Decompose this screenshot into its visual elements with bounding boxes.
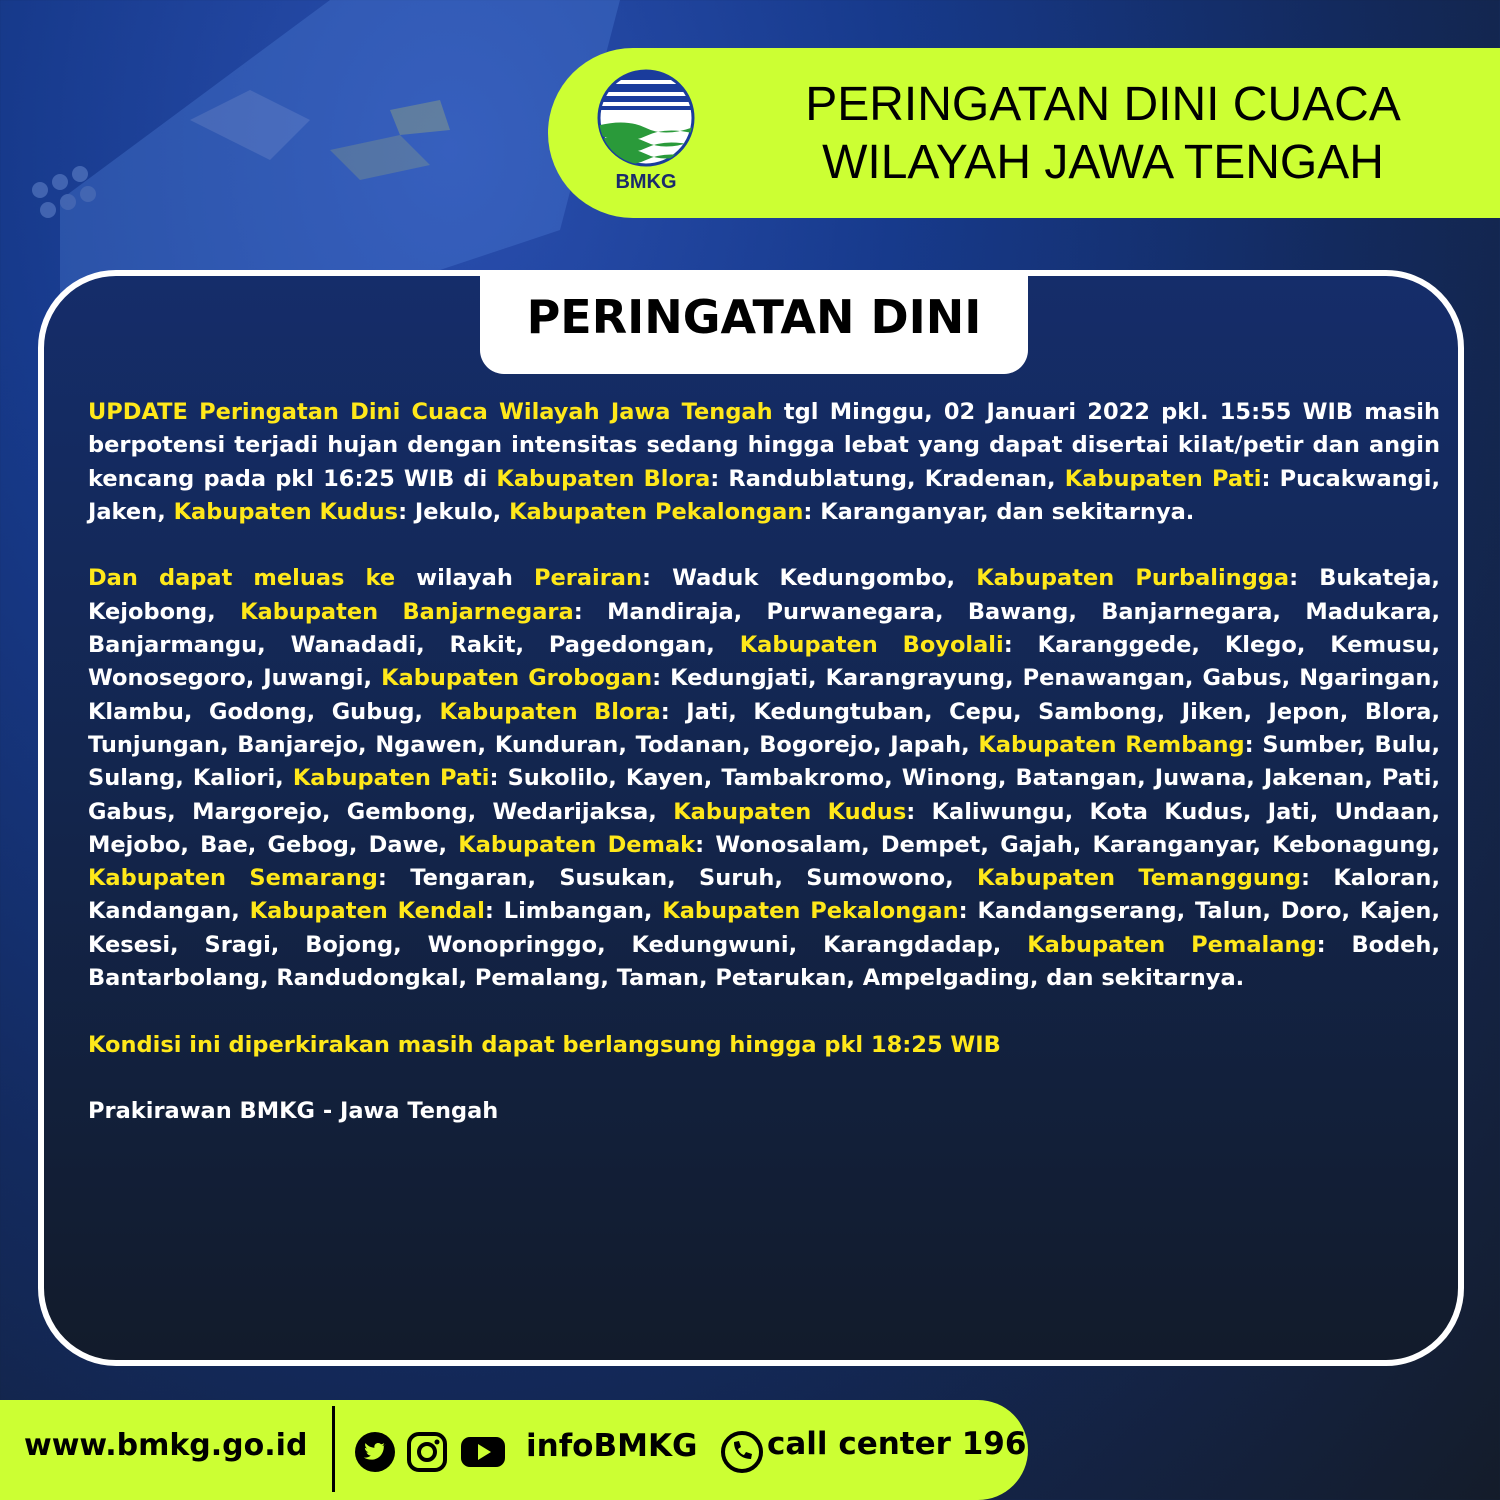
text-segment: : Jati, Kedungtuban, Cepu, Sambong, Jiken, Jepon, Blora, Tunjungan, Banjarejo, Ngawen, Kunduran, Todanan, Bogorejo, Japah, [88, 698, 1440, 758]
text-segment: : Karanganyar, dan sekitarnya. [803, 498, 1195, 525]
region-name: Kabupaten Pemalang [1027, 931, 1317, 958]
text-segment: : Kaloran, Kandangan, [88, 865, 1440, 925]
text-segment: : Limbangan, [484, 898, 663, 925]
region-name: Kabupaten Pekalongan [662, 898, 959, 925]
website-link[interactable]: www.bmkg.go.id [24, 1428, 308, 1463]
panel-title: PERINGATAN DINI [526, 290, 982, 344]
logo-text: BMKG [615, 171, 677, 193]
twitter-icon[interactable] [354, 1431, 396, 1473]
text-segment: : Kaliwungu, Kota Kudus, Jati, Undaan, Mejobo, Bae, Gebog, Dawe, [88, 798, 1440, 858]
warning-paragraph-2 [88, 562, 1440, 995]
text-segment: : Pucakwangi, Jaken, [88, 465, 1441, 525]
phone-icon [720, 1430, 764, 1474]
forecaster-signature: Prakirawan BMKG - Jawa Tengah [88, 1098, 499, 1125]
bmkg-logo [596, 68, 696, 198]
region-name: Kabupaten Blora [439, 698, 661, 725]
header-banner [548, 48, 1500, 218]
text-segment: : Wonosalam, Dempet, Gajah, Karanganyar, Kebonagung, [695, 831, 1440, 858]
social-handle[interactable]: infoBMKG [526, 1428, 698, 1464]
warning-text [88, 396, 1440, 1162]
footer-divider [332, 1406, 335, 1492]
text-segment: : Sukolilo, Kayen, Tambakromo, Winong, Batangan, Juwana, Jakenan, Pati, Gabus, Margorejo, Gembong, Wedarijaksa, [88, 765, 1440, 825]
text-segment: : Bodeh, Bantarbolang, Randudongkal, Pemalang, Taman, Petarukan, Ampelgading, dan sekitarnya. [88, 931, 1441, 992]
region-name: Kabupaten Kudus [173, 498, 399, 525]
text-segment: : Kedungjati, Karangrayung, Penawangan, Gabus, Ngaringan, Klambu, Godong, Gubug, [88, 665, 1440, 725]
region-name: Kabupaten Temanggung [977, 865, 1302, 892]
region-name: Kabupaten Kudus [673, 798, 907, 825]
region-name: Kabupaten Rembang [978, 731, 1245, 758]
text-segment: wilayah [395, 565, 534, 592]
region-name: Kabupaten Pekalongan [509, 498, 804, 525]
text-segment: : Randublatung, Kradenan, [710, 465, 1065, 492]
region-name: Kabupaten Blora [496, 465, 711, 492]
text-segment: UPDATE Peringatan Dini Cuaca Wilayah Jawa Tengah [88, 399, 773, 425]
warning-paragraph-1 [88, 396, 1440, 529]
region-name: Kabupaten Banjarnegara [240, 598, 574, 625]
text-segment: : Kandangserang, Talun, Doro, Kajen, Kesesi, Sragi, Bojong, Wonopringgo, Kedungwuni, Karangdadap, [88, 898, 1441, 958]
text-segment: Dan dapat meluas ke [88, 565, 396, 592]
youtube-icon[interactable] [460, 1431, 506, 1473]
region-name: Kabupaten Boyolali [739, 632, 1004, 659]
duration-note: Kondisi ini diperkirakan masih dapat berlangsung hingga pkl 18:25 WIB [88, 1031, 1001, 1058]
region-name: Kabupaten Pati [1064, 465, 1262, 492]
page-title [748, 76, 1458, 192]
text-segment: : Tengaran, Susukan, Suruh, Sumowono, [377, 865, 977, 892]
region-name: Kabupaten Kendal [249, 898, 485, 925]
text-segment: : Bukateja, Kejobong, [88, 565, 1440, 625]
region-name: Kabupaten Pati [292, 765, 490, 792]
region-name: Kabupaten Demak [458, 831, 696, 858]
region-name: Kabupaten Grobogan [381, 665, 653, 692]
title-line-2: WILAYAH JAWA TENGAH [822, 136, 1384, 189]
text-segment: : Jekulo, [398, 498, 510, 525]
text-segment: : Sumber, Bulu, Sulang, Kaliori, [88, 731, 1440, 792]
bmkg-logo-icon [596, 68, 696, 168]
region-name: Perairan [533, 565, 643, 592]
region-name: Kabupaten Purbalingga [976, 565, 1290, 592]
text-segment: : Mandiraja, Purwanegara, Bawang, Banjarnegara, Madukara, Banjarmangu, Wanadadi, Rakit, Pagedongan, [88, 598, 1440, 659]
text-segment: : Waduk Kedungombo, [642, 565, 977, 592]
title-line-1: PERINGATAN DINI CUACA [805, 78, 1401, 131]
call-center[interactable]: call center 196 [767, 1426, 1027, 1462]
instagram-icon[interactable] [406, 1431, 448, 1473]
panel-tab [480, 276, 1028, 374]
region-name: Kabupaten Semarang [88, 865, 378, 892]
text-segment: : Karanggede, Klego, Kemusu, Wonosegoro, Juwangi, [88, 632, 1440, 692]
text-segment: tgl Minggu, 02 Januari 2022 pkl. 15:55 WIB masih berpotensi terjadi hujan dengan intensitas sedang hingga lebat yang dapat disertai kilat/petir dan angin kencang pada pkl 16:25 WIB di [88, 399, 1440, 492]
footer-bar [0, 1400, 1028, 1500]
